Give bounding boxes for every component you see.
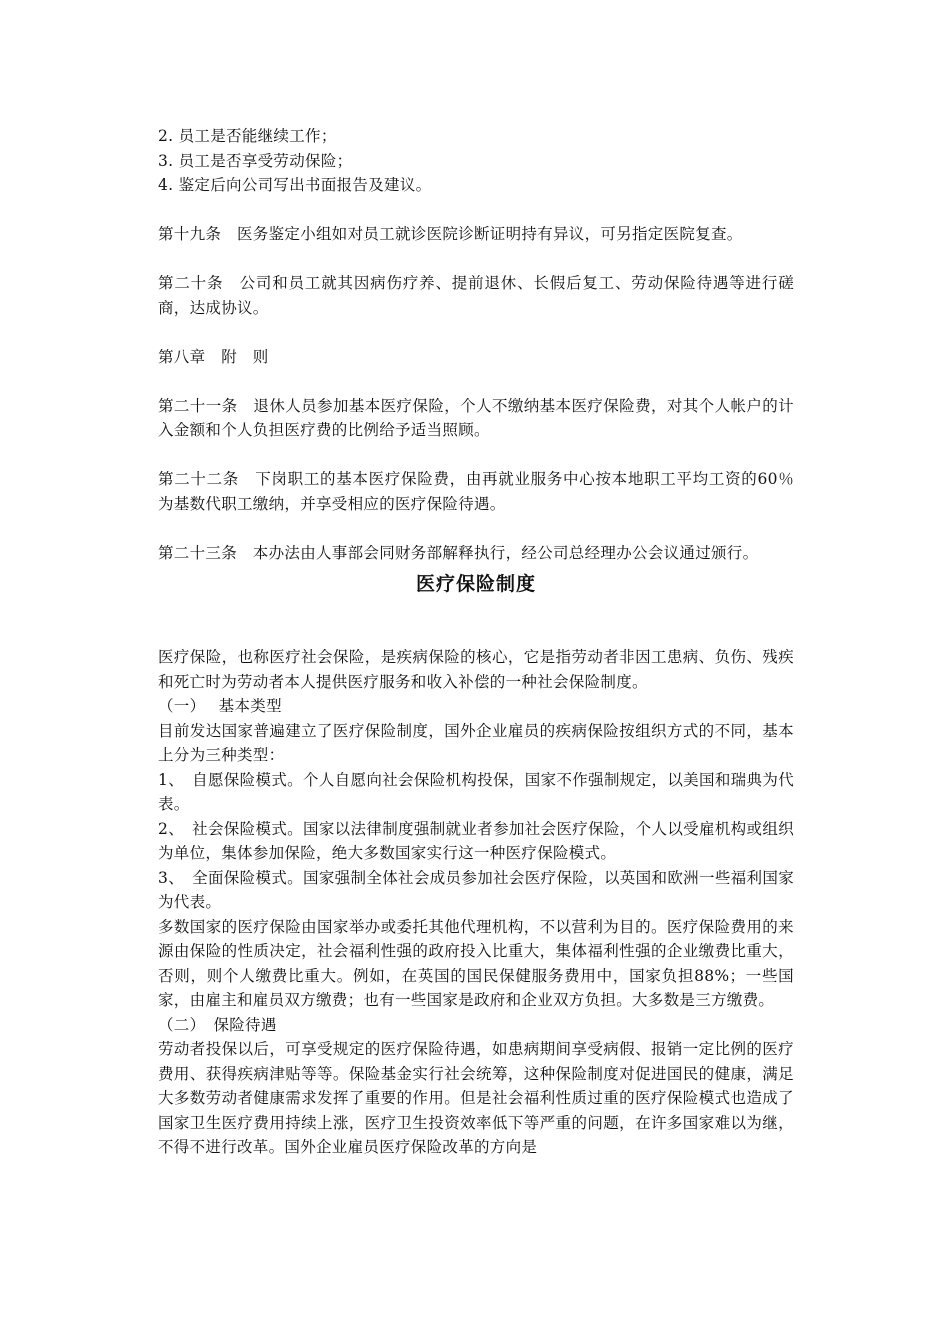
subheading-benefits: （二） 保险待遇 [158,1015,277,1034]
list-item: 2. 员工是否能继续工作； [158,127,337,145]
article-21: 第二十一条 退休人员参加基本医疗保险，个人不缴纳基本医疗保险费，对其个人帐户的计入金额和个人负担医疗费的比例给予适当照顾。 [158,396,794,439]
list-item: 3. 员工是否享受劳动保险； [158,151,353,170]
section-title: 医疗保险制度 [415,573,536,595]
article-20: 第二十条 公司和员工就其因病伤疗养、提前退休、长假后复工、劳动保险待遇等进行磋商，达成协议。 [158,274,794,317]
article-22: 第二十二条 下岗职工的基本医疗保险费，由再就业服务中心按本地职工平均工资的60％为基数代职工缴纳，并享受相应的医疗保险待遇。 [158,470,794,513]
paragraph: 劳动者投保以后，可享受规定的医疗保险待遇，如患病期间享受病假、报销一定比例的医疗费用、获得疾病津贴等等。保险基金实行社会统筹，这种保险制度对促进国民的健康，满足大多数劳动者健康需求发挥了重要的作用。但是社会福利性质过重的医疗保险模式也造成了国家卫生医疗费用持续上涨，医疗卫生投资效率低下等严重的问题，在许多国家难以为继，不得不进行改革。国外企业雇员医疗保险改革的方向是 [158,1040,794,1156]
type-item: 3、 全面保险模式。国家强制全体社会成员参加社会医疗保险，以英国和欧洲一些福利国家为代表。 [158,868,794,911]
document-page [158,124,794,1160]
article-23: 第二十三条 本办法由人事部会同财务部解释执行，经公司总经理办公会议通过颁行。 [158,543,759,562]
subheading-basic-types: （一） 基本类型 [158,697,282,715]
paragraph: 目前发达国家普遍建立了医疗保险制度，国外企业雇员的疾病保险按组织方式的不同，基本上分为三种类型： [158,721,794,764]
paragraph: 多数国家的医疗保险由国家举办或委托其他代理机构，不以营利为目的。医疗保险费用的来源由保险的性质决定，社会福利性强的政府投入比重大，集体福利性强的企业缴费比重大，否则，则个人缴费比重大。例如，在英国的国民保健服务费用中，国家负担88%；一些国家，由雇主和雇员双方缴费；也有一些国家是政府和企业双方负担。大多数是三方缴费。 [158,917,794,1009]
list-item: 4. 鉴定后向公司写出书面报告及建议。 [158,176,432,194]
article-19: 第十九条 医务鉴定小组如对员工就诊医院诊断证明持有异议，可另指定医院复查。 [158,225,743,243]
chapter-heading: 第八章 附 则 [158,347,269,366]
type-item: 1、 自愿保险模式。个人自愿向社会保险机构投保，国家不作强制规定，以美国和瑞典为代表。 [158,770,794,813]
intro-paragraph: 医疗保险，也称医疗社会保险，是疾病保险的核心，它是指劳动者非因工患病、负伤、残疾和死亡时为劳动者本人提供医疗服务和收入补偿的一种社会保险制度。 [158,648,794,691]
type-item: 2、 社会保险模式。国家以法律制度强制就业者参加社会医疗保险，个人以受雇机构或组织为单位，集体参加保险，绝大多数国家实行这一种医疗保险模式。 [158,819,794,862]
